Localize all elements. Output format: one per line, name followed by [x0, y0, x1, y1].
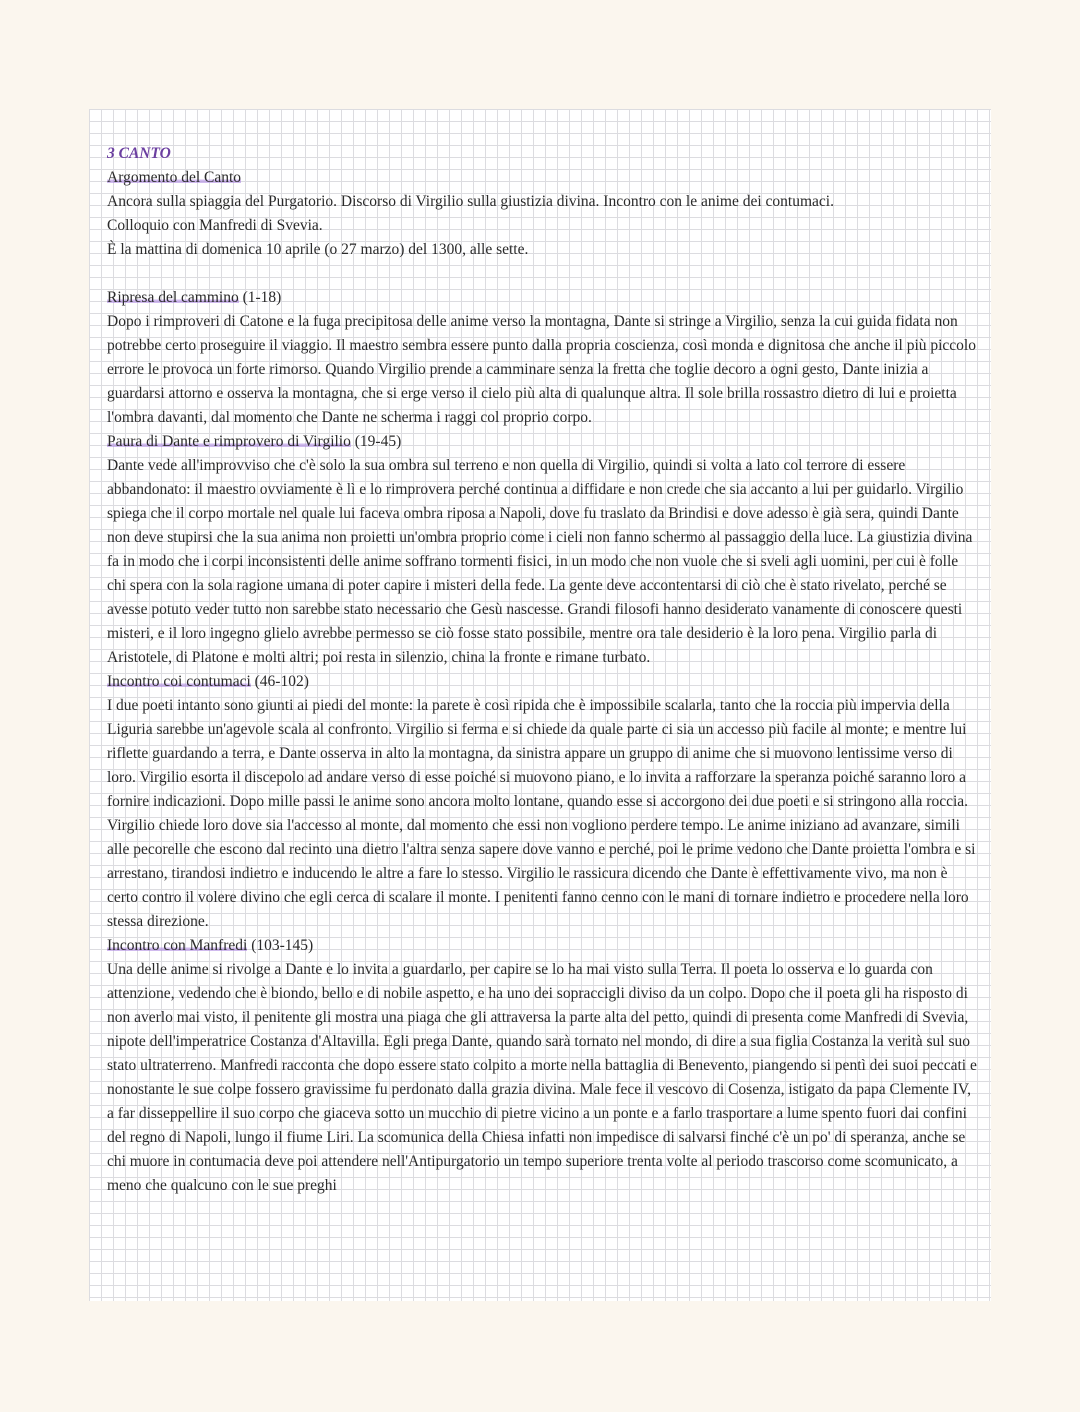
argomento-line: È la mattina di domenica 10 aprile (o 27 marzo) del 1300, alle sette. [107, 241, 529, 258]
section-text: I due poeti intanto sono giunti ai piedi del monte: la parete è così ripida che è impossibile scalarla, tanto che la roccia più impervia della Liguria sarebbe un'agevole scala al confronto. Virgilio si ferma e si chiede da quale parte ci sia un accesso più facile al monte; e mentre lui riflette guardando a terra, e Dante osserva in alto la montagna, da sinistra appare un gruppo di anime che si muovono lentissime verso di loro. Virgilio esorta il discepolo ad andare verso di esse poiché si muovono piano, e lo invita a rafforzare la speranza poiché saranno loro a fornire indicazioni. Dopo mille passi le anime sono ancora molto lontane, quando esse si accorgono dei due poeti e si stringono alla roccia. Virgilio chiede loro dove sia l'accesso al monte, dal momento che essi non vogliono perdere tempo. Le anime iniziano ad avanzare, simili alle pecorelle che escono dal recinto una dietro l'altra senza sapere dove vanno e perché, poi le prime vedono che Dante proietta l'ombra e si arrestano, tirandosi indietro e inducendo le altre a fare lo stesso. Virgilio le rassicura dicendo che Dante è effettivamente vivo, ma non è certo contro il volere divino che egli cerca di scalare il monte. I penitenti fanno cenno con le mani di tornare indietro e procedere nella loro stessa direzione. [107, 697, 976, 930]
section-heading-line [107, 286, 977, 310]
argomento-line: Colloquio con Manfredi di Svevia. [107, 217, 323, 234]
section-range: (19-45) [350, 433, 402, 450]
section-heading: Incontro con Manfredi [107, 937, 248, 954]
section-heading: Ripresa del cammino [107, 289, 239, 306]
section-text: Dopo i rimproveri di Catone e la fuga precipitosa delle anime verso la montagna, Dante si stringe a Virgilio, senza la cui guida fidata non potrebbe certo proseguire il viaggio. Il maestro sembra essere punto dalla propria coscienza, così monda e dignitosa che anche il più piccolo errore le provoca un forte rimorso. Quando Virgilio prende a camminare senza la fretta che toglie decoro a ogni gesto, Dante inizia a guardarsi attorno e osserva la montagna, che si erge verso il cielo più alta di qualunque altra. Il sole brilla rossastro dietro di lui e proietta l'ombra davanti, dal momento che Dante ne scherma i raggi col proprio corpo. [107, 313, 976, 426]
section-text: Una delle anime si rivolge a Dante e lo invita a guardarlo, per capire se lo ha mai visto sulla Terra. Il poeta lo osserva e lo guarda con attenzione, vedendo che è biondo, bello e di nobile aspetto, e ha uno dei sopraccigli diviso da un colpo. Dopo che il poeta gli ha risposto di non averlo mai visto, il penitente gli mostra una piaga che gli attraversa la parte alta del petto, quindi di presenta come Manfredi di Svevia, nipote dell'imperatrice Costanza d'Altavilla. Egli prega Dante, quando sarà tornato nel mondo, di dire a sua figlia Costanza la verità sul suo stato ultraterreno. Manfredi racconta che dopo essere stato colpito a morte nella battaglia di Benevento, piangendo si pentì dei suoi peccati e nonostante le sue colpe fossero gravissime fu perdonato dalla grazia divina. Male fece il vescovo di Cosenza, istigato da papa Clemente IV, a far disseppellire il suo corpo che giaceva sotto un mucchio di pietre vicino a un ponte e a farlo trasportare a lume spento fuori dai confini del regno di Napoli, lungo il fiume Liri. La scomunica della Chiesa infatti non impedisce di salvarsi finché c'è un po' di speranza, anche se chi muore in contumacia deve poi attendere nell'Antipurgatorio un tempo superiore trenta volte al periodo trascorso come scomunicato, a meno che qualcuno con le sue preghi [107, 961, 977, 1194]
section-heading: Paura di Dante e rimprovero di Virgilio [107, 433, 351, 450]
section-range: (46-102) [250, 673, 309, 690]
section-range: (103-145) [247, 937, 314, 954]
canto-title: 3 CANTO [107, 145, 171, 162]
section-heading-line [107, 430, 977, 454]
section-range: (1-18) [238, 289, 282, 306]
document-body [107, 142, 977, 1198]
argomento-line: Ancora sulla spiaggia del Purgatorio. Discorso di Virgilio sulla giustizia divina. Incontro con le anime dei contumaci. [107, 193, 834, 210]
section-heading-line [107, 670, 977, 694]
section-heading: Incontro coi contumaci [107, 673, 251, 690]
section-text: Dante vede all'improvviso che c'è solo la sua ombra sul terreno e non quella di Virgilio, quindi si volta a lato col terrore di essere abbandonato: il maestro ovviamente è lì e lo rimprovera perché continua a diffidare e non crede che sia accanto a lui per guidarlo. Virgilio spiega che il corpo mortale nel quale lui faceva ombra riposa a Napoli, dove fu traslato da Brindisi e dove adesso è già sera, quindi Dante non deve stupirsi che la sua anima non proietti un'ombra proprio come i cieli non fanno schermo al passaggio della luce. La giustizia divina fa in modo che i corpi inconsistenti delle anime soffrano tormenti fisici, in un modo che non vuole che si sveli agli uomini, per cui è folle chi spera con la sola ragione umana di poter capire i misteri della fede. La gente deve accontentarsi di ciò che è stato rivelato, perché se avesse potuto veder tutto non sarebbe stato necessario che Gesù nascesse. Grandi filosofi hanno desiderato vanamente di conoscere questi misteri, e il loro ingegno glielo avrebbe permesso se ciò fosse stato possibile, mentre ora tale desiderio è la loro pena. Virgilio parla di Aristotele, di Platone e molti altri; poi resta in silenzio, china la fronte e rimane turbato. [107, 457, 973, 666]
argomento-heading: Argomento del Canto [107, 169, 242, 186]
paragraph-gap [107, 262, 977, 286]
section-heading-line [107, 934, 977, 958]
